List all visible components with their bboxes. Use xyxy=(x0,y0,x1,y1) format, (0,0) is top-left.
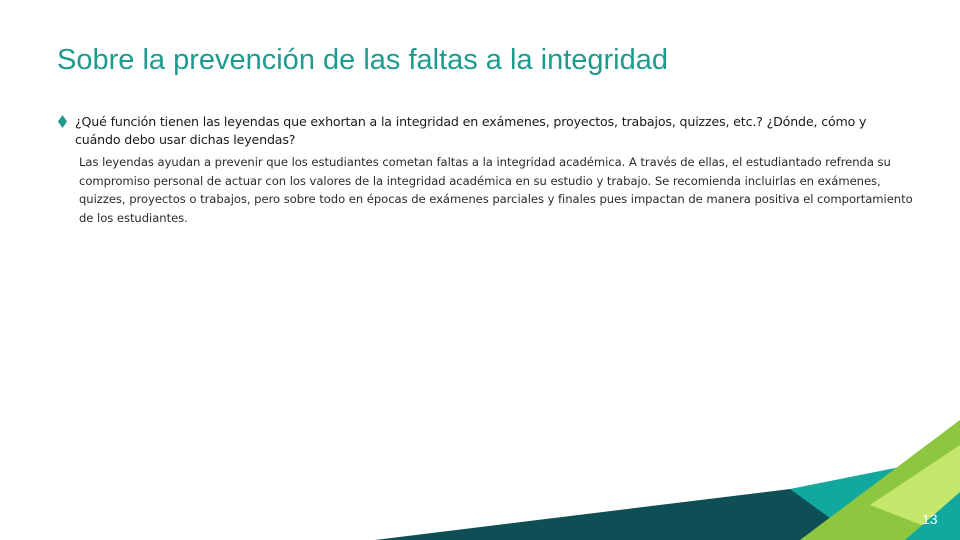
answer-paragraph: Las leyendas ayudan a prevenir que los estudiantes cometan faltas a la integridad académica. A través de ellas, el estudiantado refrenda su compromiso personal de actuar con los valores de la integridad académica en su estudio y trabajo. Se recomienda incluirlas en exámenes, quizzes, proyectos o trabajos, pero sobre todo en épocas de exámenes parciales y finales pues impactan de manera positiva el comportamiento de los estudiantes. xyxy=(79,155,913,225)
page-number: 13 xyxy=(922,511,938,527)
bullet-question: ¿Qué función tienen las leyendas que exhortan a la integridad en exámenes, proyectos, trabajos, quizzes, etc.? ¿Dónde, cómo y cuándo debo usar dichas leyendas? xyxy=(75,114,867,147)
slide-title: Sobre la prevención de las faltas a la integridad xyxy=(57,44,668,76)
